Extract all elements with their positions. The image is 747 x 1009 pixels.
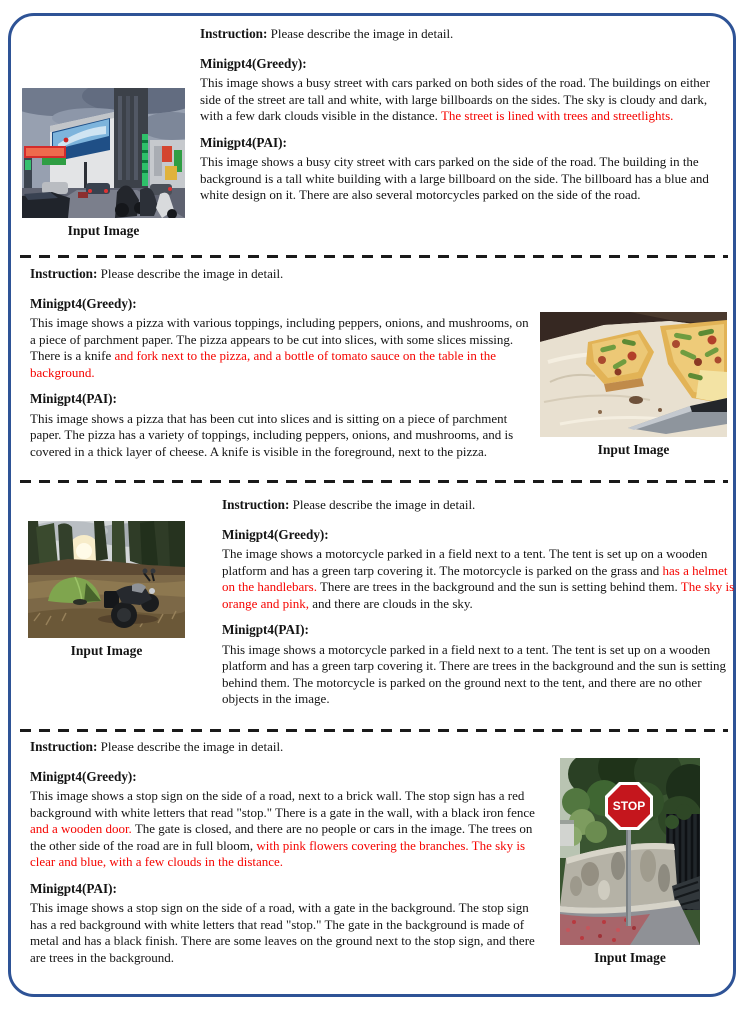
output-text: The gate is closed, and there are no people or cars in the image. The trees on the other side of the road are in full bloom, [30, 821, 533, 853]
pizza-photo [540, 312, 727, 437]
instruction-label: Instruction: [222, 497, 290, 512]
svg-text:STOP: STOP [612, 799, 646, 813]
greedy-header: Minigpt4(Greedy): [30, 768, 137, 784]
instruction-text: Please describe the image in detail. [267, 26, 454, 41]
input-image-stop-sign [560, 758, 700, 966]
instruction-label: Instruction: [30, 266, 98, 281]
instruction-label: Instruction: [30, 739, 98, 754]
greedy-output [30, 788, 547, 871]
input-image-label: Input Image [70, 643, 143, 658]
dashed-separator-1 [20, 255, 728, 258]
output-text: This image shows a stop sign on the side of a road, with a gate in the background. The stop sign has a red background with white letters that read "stop." The gate in the background is made of metal and has a black finish. There are some leaves on the ground next to the stop sign, and there are trees in the background. [30, 900, 535, 965]
pai-output [200, 154, 728, 204]
pai-header: Minigpt4(PAI): [30, 880, 117, 896]
tent-motorcycle-photo [28, 521, 185, 638]
instruction-label: Instruction: [200, 26, 268, 41]
input-image-label: Input Image [594, 950, 666, 965]
pai-header: Minigpt4(PAI): [30, 391, 117, 406]
pai-output [30, 411, 537, 461]
hallucination-highlight-text: and fork next to the pizza, and a bottle of tomato sauce on the table in the background. [30, 348, 497, 380]
hallucination-highlight-text: with pink flowers covering the branches. The sky is clear and blue, with a few clouds in the distance. [30, 837, 526, 869]
output-text: The image shows a motorcycle parked in a field next to a tent. The tent is set up on a wooden platform and has a green tarp covering it. The motorcycle is parked on the grass and [222, 546, 708, 578]
instruction-line [222, 497, 735, 514]
hallucination-highlight-text: and a wooden door. [30, 821, 135, 836]
pai-header: Minigpt4(PAI): [222, 622, 309, 637]
output-text: This image shows a busy street with cars parked on both sides of the road. The buildings on either side of the street are tall and white, with large billboards on the sides. The sky is cloudy and dark, with a few dark clouds visible in the distance. [200, 75, 710, 123]
section-3-text [222, 497, 735, 718]
output-text: There are trees in the background and the sun is setting behind them. [319, 579, 681, 594]
output-text: This image shows a busy city street with cars parked on the side of the road. The building in the background is a tall white building with a large billboard on the side. The billboard has a blue and white design on it. There are also several motorcycles parked on the side of the road. [200, 154, 709, 202]
instruction-text: Please describe the image in detail. [97, 266, 284, 281]
section-1-text [200, 26, 728, 214]
city-street-photo [22, 88, 185, 218]
greedy-output [222, 546, 735, 612]
section-4-text [30, 739, 547, 976]
output-text: This image shows a motorcycle parked in a field next to a tent. The tent is set up on a wooden platform and has a green tarp covering it. There are trees in the background and the sun is setting behind them. The motorcycle is parked on the ground next to the tent, and there are no other objects in the image. [222, 641, 727, 706]
input-image-label: Input Image [597, 442, 670, 457]
dashed-separator-2 [20, 480, 728, 483]
output-text: This image shows a pizza that has been cut into slices and is sitting on a piece of parchment paper. The pizza has a variety of toppings, including peppers, onions, and mushrooms, and is covered in a thick layer of cheese. A knife is visible in the foreground, next to the pizza. [30, 410, 514, 459]
stop-sign-photo [560, 758, 700, 945]
pai-header: Minigpt4(PAI): [200, 134, 287, 150]
greedy-header: Minigpt4(Greedy): [200, 55, 307, 71]
input-image-pizza [540, 312, 727, 458]
pai-output [222, 642, 735, 708]
greedy-header: Minigpt4(Greedy): [30, 295, 137, 311]
instruction-line [30, 739, 547, 756]
output-text: This image shows a pizza with various toppings, including peppers, onions, and mushrooms, on a piece of parchment paper. The pizza appears to be cut into slices, with some slices missing. There is a knife [30, 315, 529, 363]
pai-output [30, 900, 547, 966]
instruction-line [200, 26, 728, 43]
instruction-line [30, 266, 537, 283]
output-text: and there are clouds in the sky. [312, 595, 473, 611]
input-image-city-street [22, 88, 185, 239]
instruction-text: Please describe the image in detail. [97, 739, 284, 754]
hallucination-highlight-text: has a helmet on the handlebars. [222, 562, 728, 594]
hallucination-highlight-text: The street is lined with trees and streetlights. [440, 108, 674, 123]
greedy-header: Minigpt4(Greedy): [222, 526, 329, 542]
input-image-label: Input Image [67, 223, 140, 238]
instruction-text: Please describe the image in detail. [289, 497, 476, 512]
output-text: This image shows a stop sign on the side of a road, next to a brick wall. The stop sign has a red background with white letters that read "stop." There is a gate in the wall, with a black iron fence [30, 788, 535, 820]
greedy-output [200, 75, 728, 125]
hallucination-highlight-text: The sky is orange and pink, [222, 579, 735, 611]
input-image-tent-motorcycle [28, 521, 185, 659]
greedy-output [30, 315, 537, 381]
dashed-separator-3 [20, 729, 728, 732]
section-2-text [30, 266, 537, 470]
